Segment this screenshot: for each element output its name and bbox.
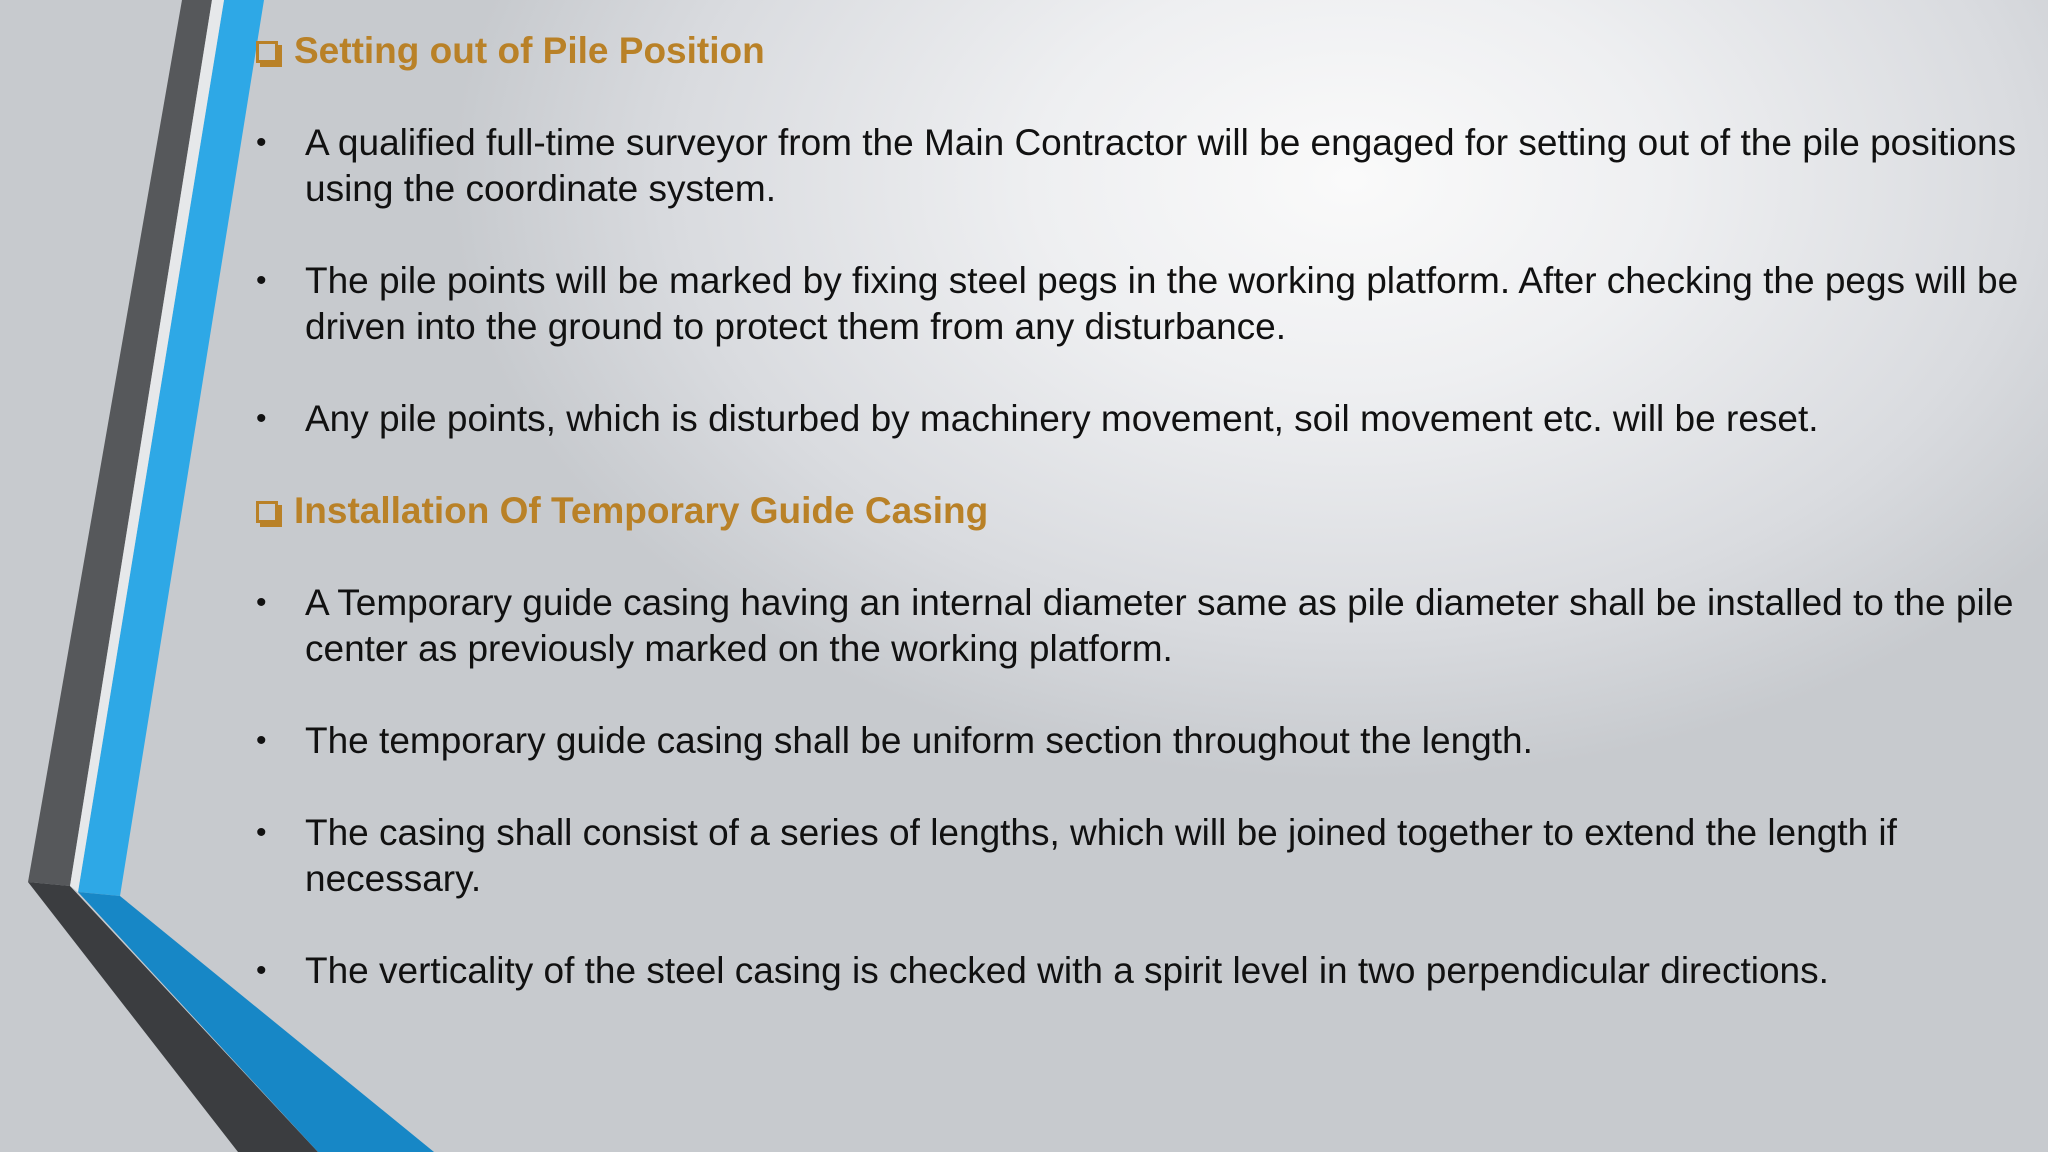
bullet-text: The pile points will be marked by fixing steel pegs in the working platform. After checking the pegs will be driven into the ground to protect them from any disturbance. bbox=[305, 260, 2019, 347]
bullet-text: A qualified full-time surveyor from the Main Contractor will be engaged for setting out of the pile positions using the coordinate system. bbox=[305, 122, 2017, 209]
bullet-item bbox=[256, 396, 2036, 442]
heading-text: Installation Of Temporary Guide Casing bbox=[294, 490, 989, 531]
bullet-text: Any pile points, which is disturbed by machinery movement, soil movement etc. will be reset. bbox=[305, 398, 1819, 439]
bullet-item bbox=[256, 810, 2036, 902]
checkbox-bullet-icon bbox=[256, 41, 278, 63]
bullet-dot-icon: • bbox=[256, 126, 267, 159]
bullet-text: The verticality of the steel casing is checked with a spirit level in two perpendicular directions. bbox=[305, 950, 1829, 991]
bullet-dot-icon: • bbox=[256, 724, 267, 757]
bullet-dot-icon: • bbox=[256, 402, 267, 435]
bullet-item bbox=[256, 718, 2036, 764]
bullet-dot-icon: • bbox=[256, 264, 267, 297]
bullet-text: The temporary guide casing shall be uniform section throughout the length. bbox=[305, 720, 1533, 761]
bullet-item bbox=[256, 120, 2036, 212]
section-heading-guide-casing bbox=[256, 488, 988, 534]
bullet-item bbox=[256, 580, 2036, 672]
bullet-text: A Temporary guide casing having an internal diameter same as pile diameter shall be installed to the pile center as previously marked on the working platform. bbox=[305, 582, 2014, 669]
bullet-text: The casing shall consist of a series of lengths, which will be joined together to extend the length if necessary. bbox=[305, 812, 1897, 899]
bullet-item bbox=[256, 948, 2036, 994]
bullet-dot-icon: • bbox=[256, 954, 267, 987]
bullet-dot-icon: • bbox=[256, 816, 267, 849]
section-heading-pile-position bbox=[256, 28, 765, 74]
checkbox-bullet-icon bbox=[256, 501, 278, 523]
bullet-item bbox=[256, 258, 2036, 350]
heading-text: Setting out of Pile Position bbox=[294, 30, 765, 71]
bullet-dot-icon: • bbox=[256, 586, 267, 619]
